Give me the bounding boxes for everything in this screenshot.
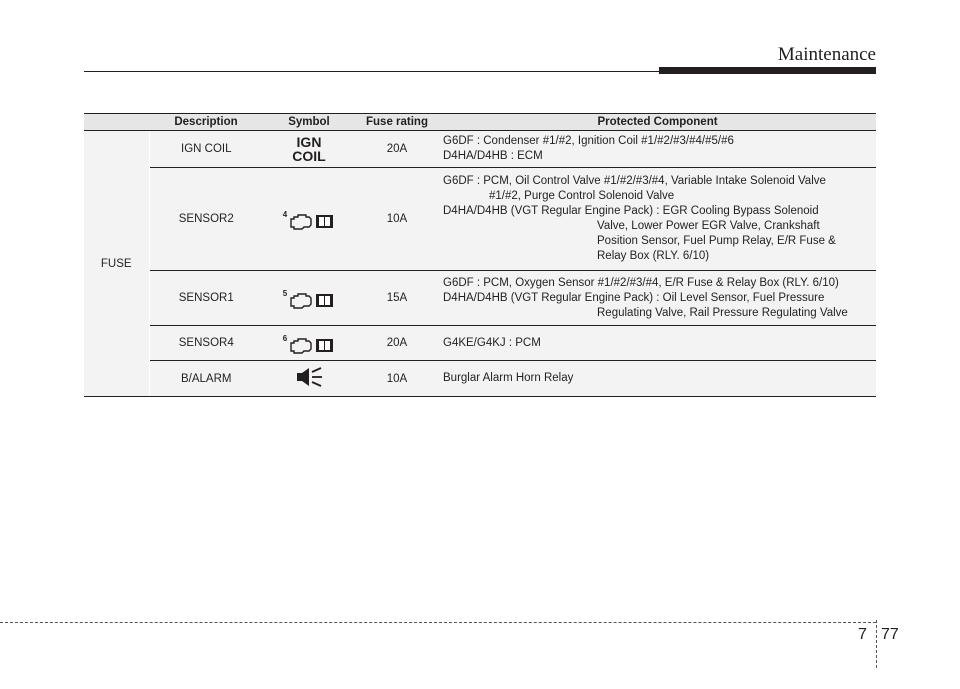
rating-cell: 20A: [355, 131, 439, 168]
symbol-number: 6: [282, 334, 288, 343]
component-cell: [439, 271, 876, 326]
page-number: 77: [881, 626, 899, 643]
chapter-number: 7: [858, 626, 867, 643]
table-row: [84, 131, 876, 168]
component-cell: [439, 361, 876, 397]
header-description: Description: [149, 114, 263, 131]
footer-divider: [876, 620, 877, 668]
header-fuse-rating: Fuse rating: [355, 114, 439, 131]
table-row: [84, 168, 876, 271]
engine-manual-symbol: [283, 212, 335, 230]
component-line: Relay Box (RLY. 6/10): [597, 250, 710, 262]
table-row: [84, 271, 876, 326]
symbol-cell: [263, 326, 355, 361]
component-cell: [439, 168, 876, 271]
description-cell: SENSOR4: [149, 326, 263, 361]
footer-rule: [0, 622, 876, 623]
rating-cell: 20A: [355, 326, 439, 361]
table-row: [84, 361, 876, 397]
component-line: Valve, Lower Power EGR Valve, Crankshaft: [597, 220, 820, 232]
engine-manual-symbol: [283, 336, 335, 354]
component-line: Position Sensor, Fuel Pump Relay, E/R Fuse &: [597, 235, 836, 247]
rating-cell: 10A: [355, 168, 439, 271]
header-rule-bar: [659, 67, 876, 74]
description-cell: SENSOR2: [149, 168, 263, 271]
description-cell: SENSOR1: [149, 271, 263, 326]
symbol-cell: [263, 271, 355, 326]
component-line: Burglar Alarm Horn Relay: [443, 372, 574, 384]
component-line: G6DF : PCM, Oil Control Valve #1/#2/#3/#4, Variable Intake Solenoid Valve: [443, 175, 826, 187]
component-cell: [439, 326, 876, 361]
engine-manual-icon: [289, 291, 335, 309]
header-rule: [84, 71, 659, 72]
component-line: G4KE/G4KJ : PCM: [443, 336, 541, 349]
table-header-row: [84, 114, 876, 131]
symbol-cell: [263, 168, 355, 271]
description-cell: B/ALARM: [149, 361, 263, 397]
component-line: D4HA/D4HB (VGT Regular Engine Pack) : Oil Level Sensor, Fuel Pressure: [443, 291, 825, 304]
table-row: [84, 326, 876, 361]
component-line: D4HA/D4HB : ECM: [443, 150, 543, 162]
horn-alarm-icon: [294, 366, 324, 388]
engine-manual-icon: [289, 212, 335, 230]
symbol-number: 5: [282, 289, 288, 298]
ign-coil-symbol: IGN COIL: [292, 134, 326, 164]
symbol-cell: [263, 361, 355, 397]
component-line: D4HA/D4HB (VGT Regular Engine Pack) : EGR Cooling Bypass Solenoid: [443, 205, 819, 217]
header-symbol: Symbol: [263, 114, 355, 131]
description-cell: IGN COIL: [149, 131, 263, 168]
fuse-table: [84, 113, 876, 397]
section-title: Maintenance: [777, 44, 876, 65]
component-line: #1/#2, Purge Control Solenoid Valve: [489, 190, 675, 202]
fuse-group-label: FUSE: [84, 131, 149, 397]
header-protected-component: Protected Component: [439, 114, 876, 131]
component-line: Regulating Valve, Rail Pressure Regulating Valve: [597, 306, 848, 319]
component-line: G6DF : PCM, Oxygen Sensor #1/#2/#3/#4, E/R Fuse & Relay Box (RLY. 6/10): [443, 276, 839, 289]
rating-cell: 10A: [355, 361, 439, 397]
component-line: G6DF : Condenser #1/#2, Ignition Coil #1/#2/#3/#4/#5/#6: [443, 135, 734, 147]
rating-cell: 15A: [355, 271, 439, 326]
symbol-cell: [263, 131, 355, 168]
header-cell-blank: [84, 114, 149, 131]
component-cell: [439, 131, 876, 168]
symbol-number: 4: [282, 210, 288, 219]
engine-manual-icon: [289, 336, 335, 354]
engine-manual-symbol: [283, 291, 335, 309]
